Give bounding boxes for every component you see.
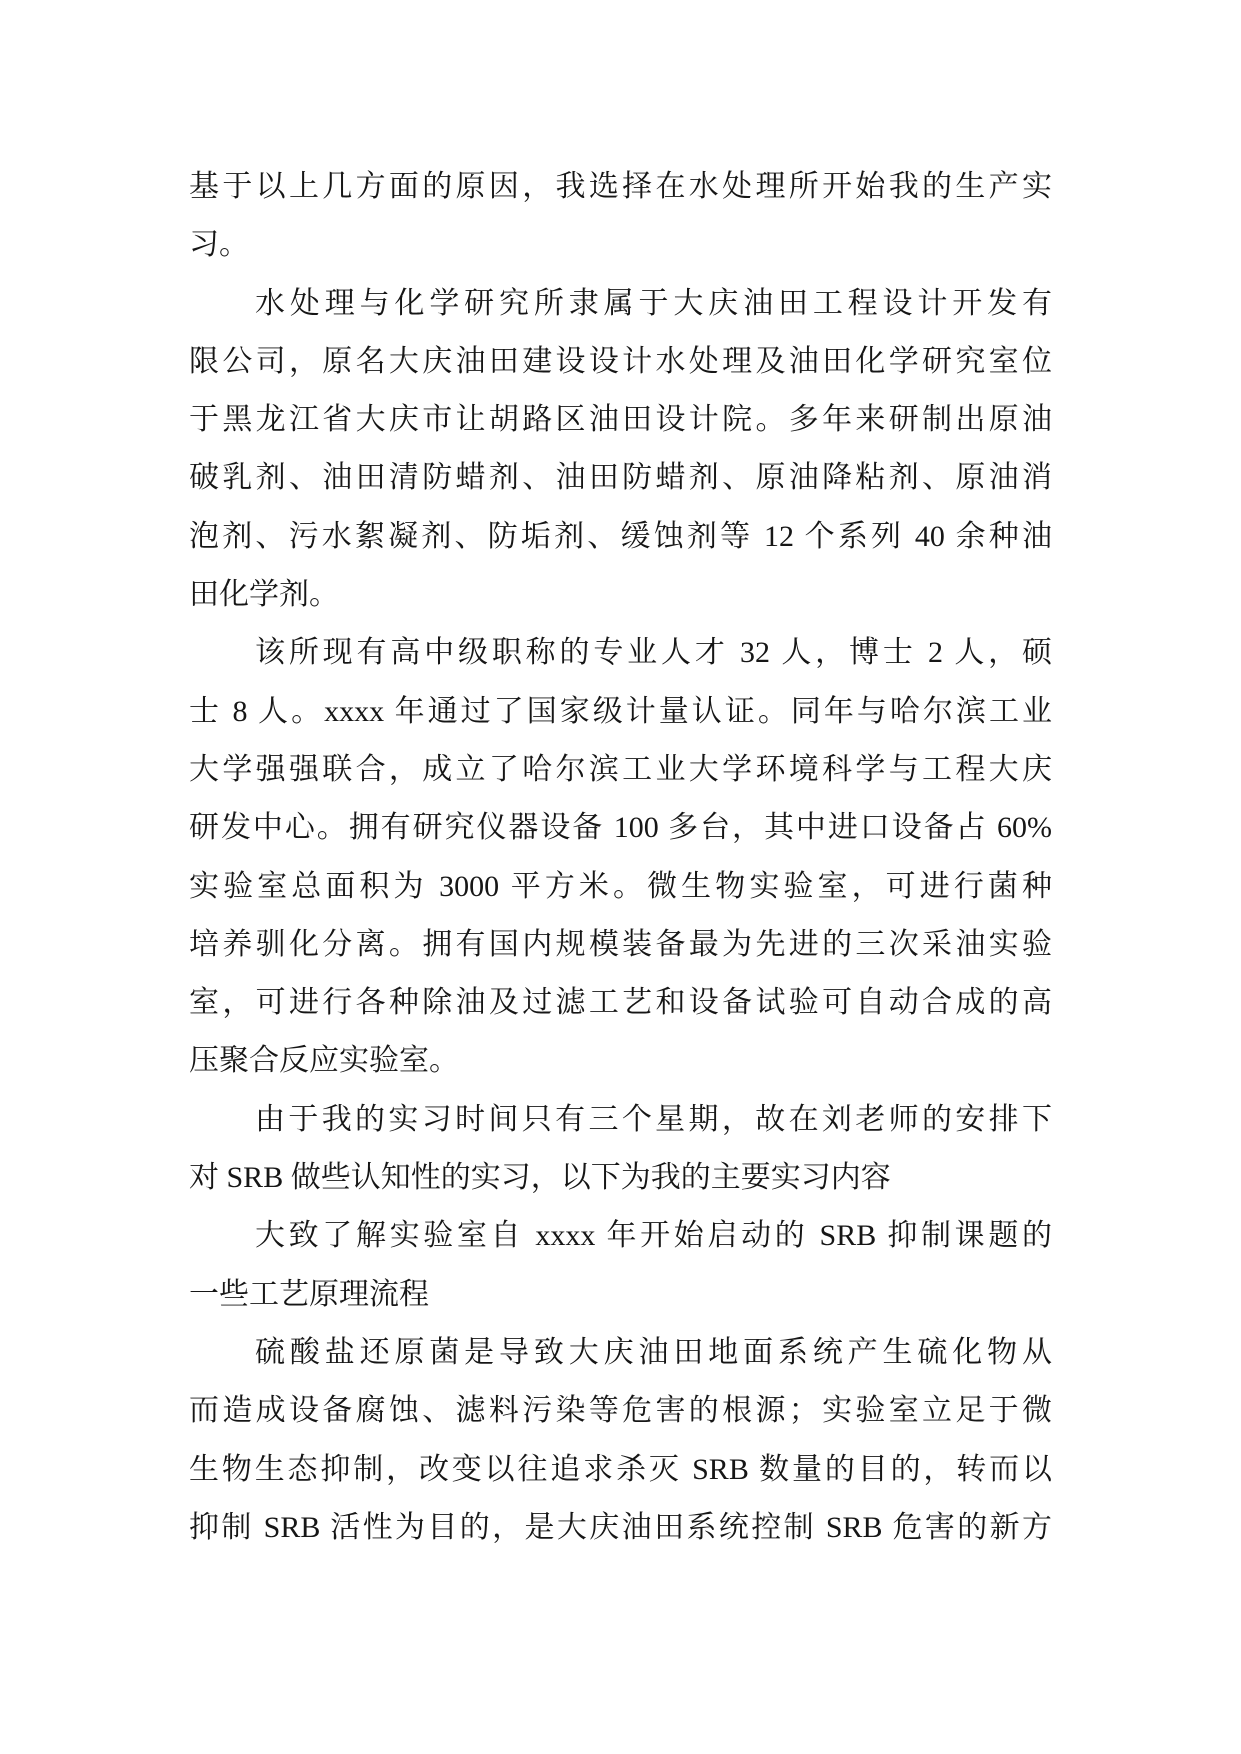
paragraph xyxy=(189,624,1052,1090)
paragraph xyxy=(189,1324,1052,1557)
text-line: 一些工艺原理流程 xyxy=(189,1277,429,1311)
text-line: 生物生态抑制，改变以往追求杀灭 SRB 数量的目的，转而以 xyxy=(189,1452,1052,1486)
text-line: 大致了解实验室自 xxxx 年开始启动的 SRB 抑制课题的 xyxy=(255,1219,1052,1253)
text-line: 士 8 人。xxxx 年通过了国家级计量认证。同年与哈尔滨工业 xyxy=(189,694,1052,728)
body-text xyxy=(189,158,1052,1557)
text-line: 由于我的实习时间只有三个星期，故在刘老师的安排下 xyxy=(255,1102,1052,1136)
text-line: 室，可进行各种除油及过滤工艺和设备试验可自动合成的高 xyxy=(189,986,1052,1020)
text-line: 而造成设备腐蚀、滤料污染等危害的根源；实验室立足于微 xyxy=(189,1394,1052,1428)
text-line: 培养驯化分离。拥有国内规模装备最为先进的三次采油实验 xyxy=(189,927,1052,961)
paragraph xyxy=(189,158,1052,275)
text-line: 该所现有高中级职称的专业人才 32 人，博士 2 人，硕 xyxy=(255,636,1052,670)
text-line: 压聚合反应实验室。 xyxy=(189,1044,459,1078)
text-line: 硫酸盐还原菌是导致大庆油田地面系统产生硫化物从 xyxy=(255,1335,1052,1369)
text-line: 大学强强联合，成立了哈尔滨工业大学环境科学与工程大庆 xyxy=(189,752,1052,786)
paragraph xyxy=(189,1207,1052,1324)
text-line: 实验室总面积为 3000 平方米。微生物实验室，可进行菌种 xyxy=(189,869,1052,903)
text-line: 对 SRB 做些认知性的实习，以下为我的主要实习内容 xyxy=(189,1161,891,1195)
text-line: 基于以上几方面的原因，我选择在水处理所开始我的生产实 xyxy=(189,170,1052,203)
text-line: 破乳剂、油田清防蜡剂、油田防蜡剂、原油降粘剂、原油消 xyxy=(189,461,1052,495)
text-line: 研发中心。拥有研究仪器设备 100 多台，其中进口设备占 60% xyxy=(189,811,1052,845)
paragraph xyxy=(189,1091,1052,1208)
text-line: 水处理与化学研究所隶属于大庆油田工程设计开发有 xyxy=(255,286,1052,320)
text-line: 于黑龙江省大庆市让胡路区油田设计院。多年来研制出原油 xyxy=(189,403,1052,437)
paragraph xyxy=(189,275,1052,625)
text-line: 抑制 SRB 活性为目的，是大庆油田系统控制 SRB 危害的新方 xyxy=(189,1510,1052,1544)
text-line: 习。 xyxy=(189,228,249,262)
text-line: 泡剂、污水絮凝剂、防垢剂、缓蚀剂等 12 个系列 40 余种油 xyxy=(189,519,1052,553)
text-line: 限公司，原名大庆油田建设设计水处理及油田化学研究室位 xyxy=(189,344,1052,378)
text-line: 田化学剂。 xyxy=(189,578,339,612)
